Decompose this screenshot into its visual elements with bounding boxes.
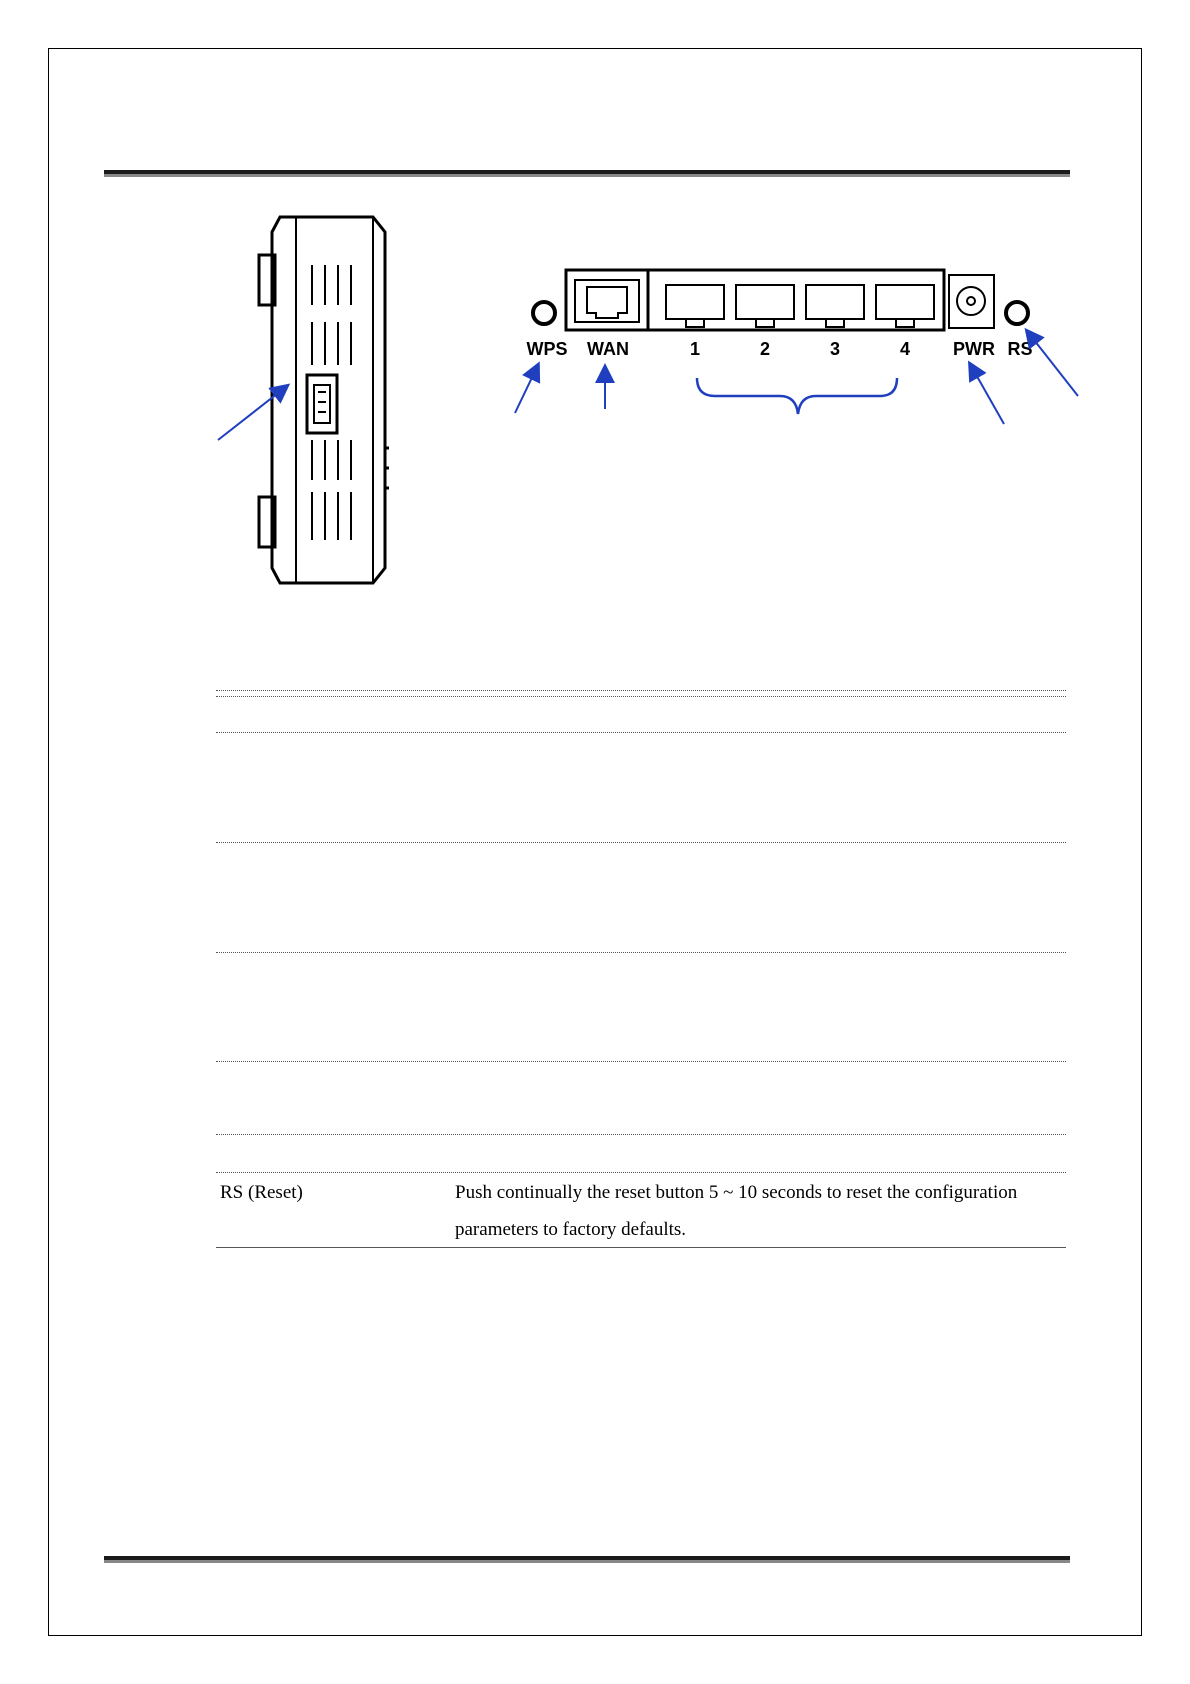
router-side-view [259, 217, 389, 583]
table-bottom-rule [216, 1247, 1066, 1248]
rs-arrow [1027, 331, 1078, 396]
power-jack-icon [949, 275, 994, 328]
lan-ports [666, 285, 934, 327]
lan-bracket [697, 378, 897, 414]
table-cell-description-reset-line1: Push continually the reset button 5 ~ 10 seconds to reset the configuration [455, 1182, 1018, 1203]
reset-button-icon [1006, 302, 1028, 324]
table-rule [216, 1061, 1066, 1062]
table-cell-label-reset: RS (Reset) [220, 1182, 303, 1203]
wan-port-icon [575, 280, 639, 322]
label-lan-4: 4 [899, 339, 911, 359]
label-lan-3: 3 [829, 339, 841, 359]
pwr-arrow [970, 364, 1004, 424]
table-rule [216, 842, 1066, 843]
vent-slots [312, 265, 351, 540]
table-rule [216, 1134, 1066, 1135]
wps-arrow [515, 365, 538, 413]
label-lan-1: 1 [689, 339, 701, 359]
footer-rule [104, 1556, 1070, 1563]
table-cell-description-reset-line2: parameters to factory defaults. [455, 1219, 687, 1240]
table-rule [216, 732, 1066, 733]
label-wps: WPS [526, 339, 568, 359]
label-rs: RS [1007, 339, 1033, 359]
router-illustration [0, 0, 1190, 640]
side-port-arrow [218, 386, 287, 440]
label-wan: WAN [587, 339, 629, 359]
table-rule [216, 690, 1066, 691]
table-rule [216, 1172, 1066, 1173]
wps-button-icon [533, 302, 555, 324]
table-rule [216, 696, 1066, 697]
label-lan-2: 2 [759, 339, 771, 359]
usb-port-icon [307, 375, 337, 433]
table-rule [216, 952, 1066, 953]
router-back-panel [533, 270, 1028, 330]
label-pwr: PWR [953, 339, 995, 359]
